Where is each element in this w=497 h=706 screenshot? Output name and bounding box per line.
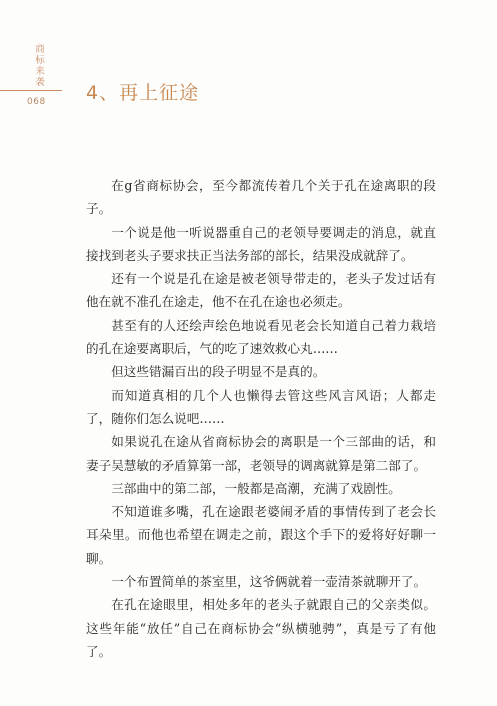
paragraph: 在g省商标协会，至今都流传着几个关于孔在途离职的段子。 bbox=[86, 178, 436, 217]
paragraph: 还有一个说是孔在途是被老领导带走的，老头子发过话有他在就不准孔在途走，他不在孔在途也必须走。 bbox=[86, 271, 436, 310]
paragraph: 甚至有的人还绘声绘色地说看见老会长知道自己着力栽培的孔在途要离职后，气的吃了速效救心丸…… bbox=[86, 317, 436, 357]
page-number: 068 bbox=[27, 97, 46, 107]
paragraph: 如果说孔在途从省商标协会的离职是一个三部曲的话，和妻子吴慧敏的矛盾算第一部，老领导的调离就算是第二部了。 bbox=[86, 434, 436, 473]
paragraph: 但这些错漏百出的段子明显不是真的。 bbox=[111, 364, 326, 380]
chapter-title: 4、再上征途 bbox=[86, 82, 200, 104]
paragraph: 不知道谁多嘴，孔在途跟老婆闹矛盾的事情传到了老会长耳朵里。而他也希望在调走之前，跟这个手下的爱将好好聊一聊。 bbox=[86, 504, 436, 566]
body-text bbox=[86, 174, 436, 663]
header-divider bbox=[0, 90, 62, 91]
paragraph: 三部曲中的第二部，一般都是高潮，充满了戏剧性。 bbox=[111, 480, 401, 496]
paragraph: 而知道真相的几个人也懒得去管这些风言风语；人都走了，随你们怎么说吧…… bbox=[86, 387, 436, 426]
paragraph: 在孔在途眼里，相处多年的老头子就跟自己的父亲类似。这些年能“放任”自己在商标协会“纵横驰骋”，真是亏了有他了。 bbox=[86, 597, 436, 659]
paragraph: 一个说是他一听说器重自己的老领导要调走的消息，就直接找到老头子要求扶正当法务部的部长，结果没成就辞了。 bbox=[86, 224, 436, 263]
paragraph: 一个布置简单的茶室里，这爷俩就着一壶清茶就聊开了。 bbox=[111, 574, 427, 590]
running-header-book-title: 商标来袭 bbox=[35, 44, 45, 88]
